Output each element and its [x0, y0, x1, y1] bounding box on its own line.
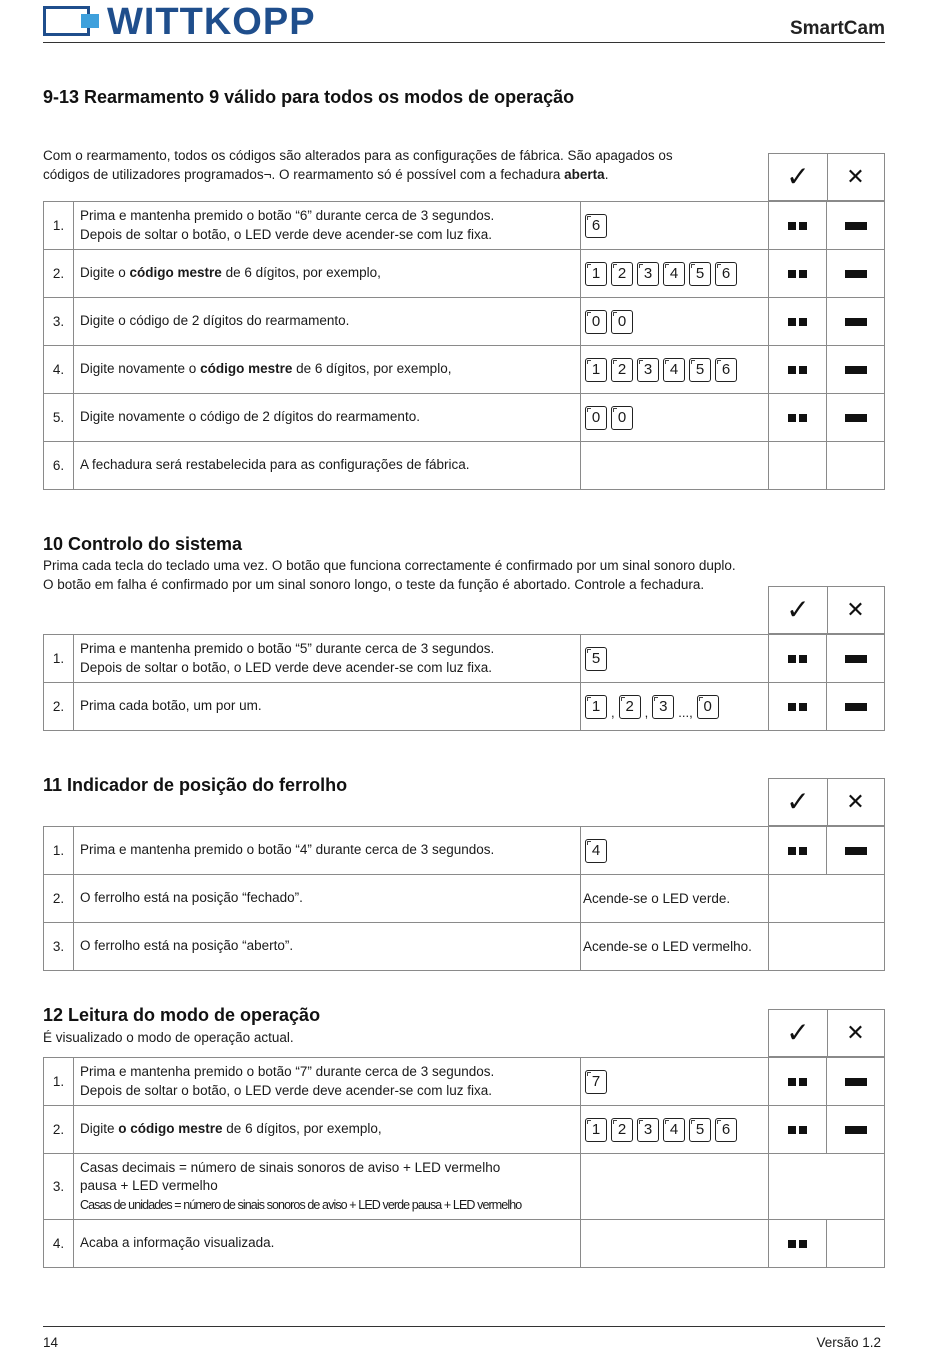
intro-line-1: Prima cada tecla do teclado uma vez. O botão que funciona correctamente é confirmado por um sinal sonoro duplo. — [43, 558, 736, 573]
table-row — [43, 201, 885, 250]
key-5: 5 — [689, 358, 711, 382]
double-short-beep-icon — [788, 847, 807, 855]
fail-signal — [827, 1220, 884, 1267]
double-short-beep-icon — [788, 414, 807, 422]
step-number: 1. — [44, 635, 74, 682]
table-row — [43, 1057, 885, 1106]
long-beep-icon — [845, 655, 867, 663]
key-sequence — [581, 1106, 769, 1153]
page-number: 14 — [43, 1335, 59, 1350]
separator: , — [611, 705, 615, 720]
ok-signal — [769, 1220, 827, 1267]
ok-signal — [769, 394, 827, 441]
step-number: 2. — [44, 1106, 74, 1153]
step-text: Digite o código de 2 dígitos do rearmamento. — [74, 298, 581, 345]
key-0: 0 — [611, 310, 633, 334]
key-sequence — [581, 394, 769, 441]
step-line: Prima e mantenha premido o botão “7” durante cerca de 3 segundos. — [80, 1064, 495, 1079]
key-3: 3 — [637, 358, 659, 382]
table-row — [43, 826, 885, 875]
long-beep-icon — [845, 222, 867, 230]
key-4: 4 — [663, 1118, 685, 1142]
check-icon: ✓ — [786, 786, 810, 817]
long-beep-icon — [845, 270, 867, 278]
long-beep-icon — [845, 366, 867, 374]
table-row — [43, 1153, 885, 1220]
double-short-beep-icon — [788, 270, 807, 278]
cross-icon: ✕ — [846, 1020, 865, 1045]
key-0: 0 — [697, 695, 719, 719]
section-title-10: 10 Controlo do sistema — [43, 534, 243, 554]
fail-signal — [827, 635, 884, 682]
step-text: Prima cada botão, um por um. — [74, 683, 581, 730]
check-icon: ✓ — [786, 161, 810, 192]
key-sequence — [581, 827, 769, 874]
key-sequence — [581, 442, 769, 489]
step-number: 6. — [44, 442, 74, 489]
key-2: 2 — [611, 262, 633, 286]
table-row — [43, 1219, 885, 1268]
intro-line-2c: . — [604, 166, 609, 182]
step-text-post: de 6 dígitos, por exemplo, — [222, 1121, 382, 1137]
fail-signal — [827, 250, 884, 297]
step-text-bold: o código mestre — [118, 1121, 223, 1137]
ok-signal — [769, 202, 827, 249]
intro-line-2: O botão em falha é confirmado por um sinal sonoro longo, o teste da função é abortado. Controle a fechadura. — [43, 576, 705, 592]
step-line: Depois de soltar o botão, o LED verde deve acender-se com luz fixa. — [80, 1082, 492, 1098]
table-row — [43, 634, 885, 683]
double-short-beep-icon — [788, 318, 807, 326]
table-row — [43, 1105, 885, 1154]
fail-column-header — [827, 154, 884, 200]
intro-bold: aberta — [564, 166, 605, 182]
step-text-pre: Digite novamente o — [80, 361, 201, 377]
step-text: Acaba a informação visualizada. — [74, 1220, 581, 1267]
table-row — [43, 441, 885, 490]
key-4: 4 — [663, 358, 685, 382]
fail-column-header — [827, 779, 884, 825]
double-short-beep-icon — [788, 1078, 807, 1086]
table-row — [43, 874, 885, 923]
step-line: Prima e mantenha premido o botão “6” durante cerca de 3 segundos. — [80, 208, 495, 223]
fail-signal — [827, 442, 884, 489]
status-header — [768, 778, 885, 826]
step-line: Depois de soltar o botão, o LED verde deve acender-se com luz fixa. — [80, 659, 492, 675]
result-text: Acende-se o LED verde. — [581, 875, 769, 922]
signal-empty — [769, 875, 884, 922]
step-text — [74, 635, 581, 682]
key-4: 4 — [663, 262, 685, 286]
key-sequence — [581, 1154, 769, 1219]
step-text-pre: Digite — [80, 1121, 119, 1137]
brand-name: WITTKOPP — [107, 1, 316, 43]
double-short-beep-icon — [788, 366, 807, 374]
key-sequence — [581, 250, 769, 297]
step-number: 3. — [44, 298, 74, 345]
status-header — [768, 586, 885, 634]
key-3: 3 — [637, 1118, 659, 1142]
table-row — [43, 345, 885, 394]
status-header — [768, 153, 885, 201]
key-2: 2 — [619, 695, 641, 719]
key-5: 5 — [585, 647, 607, 671]
step-line: pausa + LED vermelho — [80, 1178, 218, 1194]
step-number: 2. — [44, 875, 74, 922]
key-0: 0 — [585, 406, 607, 430]
key-sequence — [581, 202, 769, 249]
table-row — [43, 249, 885, 298]
key-6: 6 — [715, 358, 737, 382]
table-row — [43, 682, 885, 731]
key-6: 6 — [715, 1118, 737, 1142]
table-row — [43, 393, 885, 442]
ok-signal — [769, 250, 827, 297]
step-line: Casas decimais = número de sinais sonoros de aviso + LED vermelho — [80, 1159, 501, 1175]
step-number: 1. — [44, 1058, 74, 1105]
key-1: 1 — [585, 695, 607, 719]
step-number: 3. — [44, 923, 74, 970]
step-text: Prima e mantenha premido o botão “4” durante cerca de 3 segundos. — [74, 827, 581, 874]
key-1: 1 — [585, 358, 607, 382]
step-number: 4. — [44, 1220, 74, 1267]
check-icon: ✓ — [786, 1017, 810, 1048]
fail-column-header — [827, 1010, 884, 1056]
double-short-beep-icon — [788, 703, 807, 711]
step-text-post: de 6 dígitos, por exemplo, — [221, 265, 381, 281]
ok-signal — [769, 827, 827, 874]
long-beep-icon — [845, 414, 867, 422]
fail-signal — [827, 1058, 884, 1105]
key-7: 7 — [585, 1070, 607, 1094]
cross-icon: ✕ — [846, 164, 865, 189]
step-line: Depois de soltar o botão, o LED verde deve acender-se com luz fixa. — [80, 226, 492, 242]
key-2: 2 — [611, 1118, 633, 1142]
step-text — [74, 1058, 581, 1105]
long-beep-icon — [845, 1126, 867, 1134]
ok-column-header — [769, 587, 828, 633]
key-0: 0 — [585, 310, 607, 334]
key-6: 6 — [585, 214, 607, 238]
intro-line-2a: códigos de utilizadores programados¬. O rearmamento só é possível com a fechadura — [43, 166, 565, 182]
separator: ..., — [678, 705, 693, 720]
ok-signal — [769, 1058, 827, 1105]
double-short-beep-icon — [788, 1126, 807, 1134]
ok-column-header — [769, 1010, 828, 1056]
key-1: 1 — [585, 1118, 607, 1142]
step-text: O ferrolho está na posição “aberto”. — [74, 923, 581, 970]
step-number: 4. — [44, 346, 74, 393]
ok-signal — [769, 346, 827, 393]
key-5: 5 — [689, 262, 711, 286]
step-text — [74, 346, 581, 393]
separator: , — [644, 705, 649, 720]
page-footer — [43, 1326, 885, 1357]
step-text — [74, 1154, 581, 1219]
long-beep-icon — [845, 318, 867, 326]
long-beep-icon — [845, 703, 867, 711]
table-row — [43, 297, 885, 346]
key-5: 5 — [689, 1118, 711, 1142]
step-text — [74, 202, 581, 249]
ok-signal — [769, 683, 827, 730]
brand-logo-icon — [43, 6, 101, 36]
signal-empty — [769, 1154, 884, 1219]
intro-line-1: Com o rearmamento, todos os códigos são alterados para as configurações de fábrica. São apagados os — [43, 148, 673, 163]
ok-signal — [769, 442, 827, 489]
key-sequence — [581, 1220, 769, 1267]
key-4: 4 — [585, 839, 607, 863]
table-row — [43, 922, 885, 971]
fail-signal — [827, 346, 884, 393]
section-title-11: 11 Indicador de posição do ferrolho — [43, 775, 348, 795]
step-number: 3. — [44, 1154, 74, 1219]
step-line: Prima e mantenha premido o botão “5” durante cerca de 3 segundos. — [80, 641, 495, 656]
step-number: 2. — [44, 683, 74, 730]
fail-signal — [827, 394, 884, 441]
step-text — [74, 250, 581, 297]
cross-icon: ✕ — [846, 789, 865, 814]
double-short-beep-icon — [788, 1240, 807, 1248]
key-3: 3 — [652, 695, 674, 719]
cross-icon: ✕ — [846, 597, 865, 622]
key-3: 3 — [637, 262, 659, 286]
product-name: SmartCam — [789, 18, 885, 39]
section-title-12: 12 Leitura do modo de operação — [43, 1005, 321, 1025]
page-header — [43, 1, 885, 43]
fail-signal — [827, 1106, 884, 1153]
key-sequence — [581, 635, 769, 682]
ok-signal — [769, 1106, 827, 1153]
ok-column-header — [769, 154, 828, 200]
version-label: Versão 1.2 — [816, 1335, 881, 1350]
check-icon: ✓ — [786, 594, 810, 625]
key-0: 0 — [611, 406, 633, 430]
ok-signal — [769, 635, 827, 682]
long-beep-icon — [845, 1078, 867, 1086]
double-short-beep-icon — [788, 222, 807, 230]
key-sequence — [581, 1058, 769, 1105]
step-text: A fechadura será restabelecida para as configurações de fábrica. — [74, 442, 581, 489]
step-number: 5. — [44, 394, 74, 441]
status-header — [768, 1009, 885, 1057]
key-6: 6 — [715, 262, 737, 286]
step-number: 1. — [44, 827, 74, 874]
fail-signal — [827, 298, 884, 345]
fail-signal — [827, 827, 884, 874]
key-2: 2 — [611, 358, 633, 382]
section-intro-9-13 — [43, 147, 673, 184]
step-text-post: de 6 dígitos, por exemplo, — [292, 361, 452, 377]
ok-column-header — [769, 779, 828, 825]
step-number: 2. — [44, 250, 74, 297]
key-sequence — [581, 683, 769, 730]
step-text: O ferrolho está na posição “fechado”. — [74, 875, 581, 922]
long-beep-icon — [845, 847, 867, 855]
double-short-beep-icon — [788, 655, 807, 663]
key-1: 1 — [585, 262, 607, 286]
key-sequence — [581, 346, 769, 393]
ok-signal — [769, 298, 827, 345]
key-sequence — [581, 298, 769, 345]
fail-signal — [827, 202, 884, 249]
step-number: 1. — [44, 202, 74, 249]
section-intro-10 — [43, 557, 736, 594]
section-title-9-13: 9-13 Rearmamento 9 válido para todos os modos de operação — [43, 87, 575, 107]
step-text-pre: Digite o — [80, 265, 130, 281]
signal-empty — [769, 923, 884, 970]
step-text-bold: código mestre — [129, 265, 222, 281]
step-line: Casas de unidades = número de sinais sonoros de aviso + LED verde pausa + LED vermelho — [80, 1197, 522, 1212]
fail-column-header — [827, 587, 884, 633]
result-text: Acende-se o LED vermelho. — [581, 923, 769, 970]
fail-signal — [827, 683, 884, 730]
step-text — [74, 1106, 581, 1153]
step-text: Digite novamente o código de 2 dígitos do rearmamento. — [74, 394, 581, 441]
step-text-bold: código mestre — [200, 361, 293, 377]
section-intro-12: É visualizado o modo de operação actual. — [43, 1030, 294, 1045]
